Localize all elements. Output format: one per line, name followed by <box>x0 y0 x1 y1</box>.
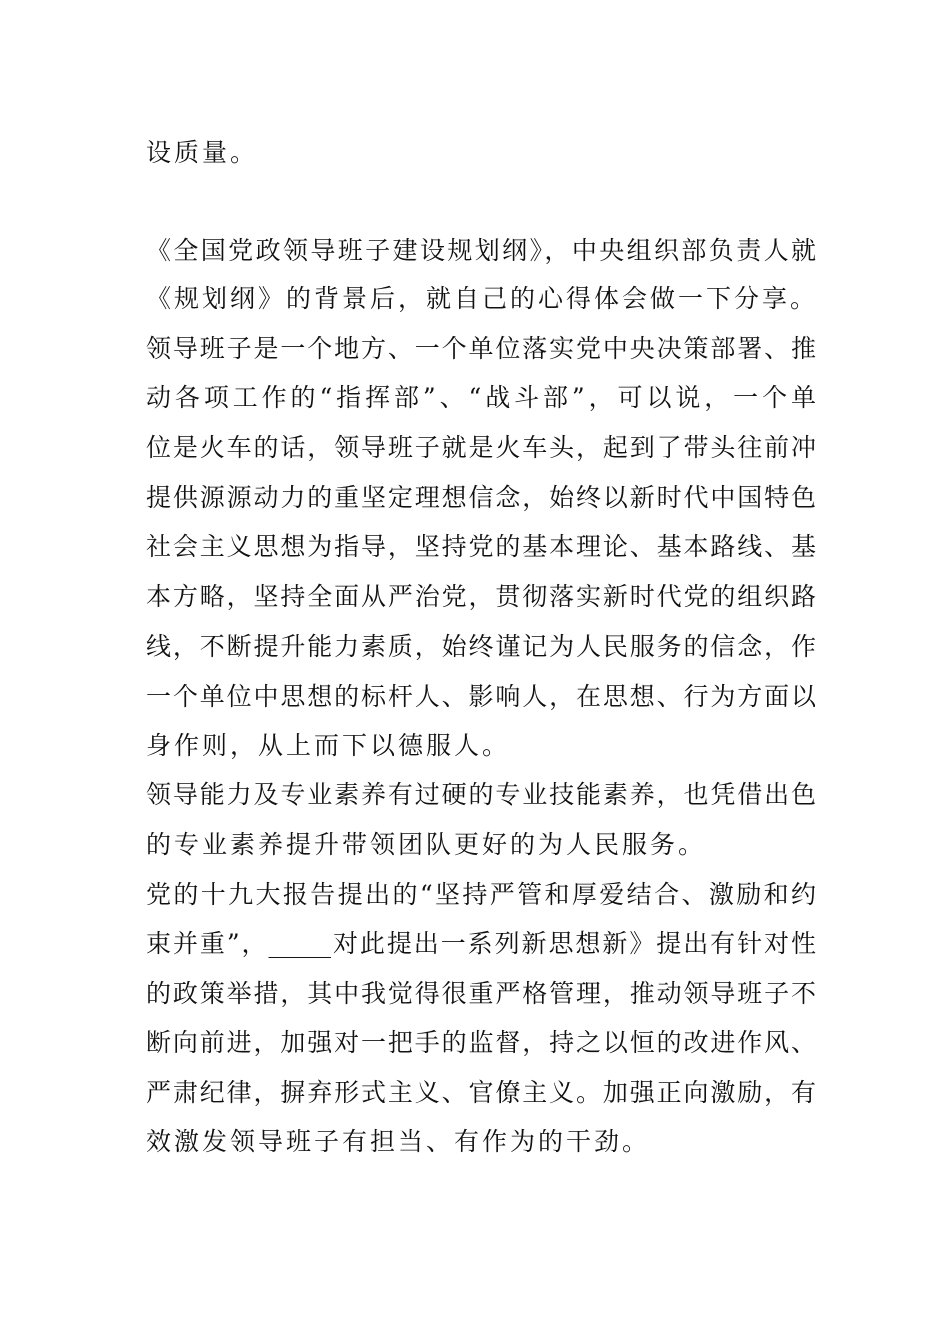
text-line: 束并重”，_____对此提出一系列新思想新》提出有针对性 <box>146 929 816 958</box>
text-line: 身作则，从上而下以德服人。 <box>146 731 511 760</box>
text-line: 《全国党政领导班子建设规划纲》，中央组织部负责人就 <box>146 236 816 265</box>
text-line: 提供源源动力的重坚定理想信念，始终以新时代中国特色 <box>146 483 816 512</box>
text-line: 设质量。 <box>146 138 259 167</box>
text-line: 社会主义思想为指导，坚持党的基本理论、基本路线、基 <box>146 532 816 561</box>
text-line: 领导能力及专业素养有过硬的专业技能素养，也凭借出色 <box>146 780 816 809</box>
text-line: 断向前进，加强对一把手的监督，持之以恒的改进作风、 <box>146 1028 816 1057</box>
text-line: 一个单位中思想的标杆人、影响人，在思想、行为方面以 <box>146 682 816 711</box>
text-line: 效激发领导班子有担当、有作为的干劲。 <box>146 1127 651 1156</box>
text-line: 《规划纲》的背景后，就自己的心得体会做一下分享。 <box>146 284 819 313</box>
text-line: 动各项工作的“指挥部”、“战斗部”，可以说，一个单 <box>146 383 816 412</box>
text-line: 党的十九大报告提出的“坚持严管和厚爱结合、激励和约 <box>146 880 816 909</box>
text-line: 本方略，坚持全面从严治党，贯彻落实新时代党的组织路 <box>146 582 816 611</box>
text-line: 位是火车的话，领导班子就是火车头，起到了带头往前冲 <box>146 433 816 462</box>
text-line: 的专业素养提升带领团队更好的为人民服务。 <box>146 830 707 859</box>
text-line: 线，不断提升能力素质，始终谨记为人民服务的信念，作 <box>146 632 816 661</box>
text-line: 的政策举措，其中我觉得很重严格管理，推动领导班子不 <box>146 979 816 1008</box>
text-line: 严肃纪律，摒弃形式主义、官僚主义。加强正向激励，有 <box>146 1078 816 1107</box>
text-line: 领导班子是一个地方、一个单位落实党中央决策部署、推 <box>146 334 816 363</box>
